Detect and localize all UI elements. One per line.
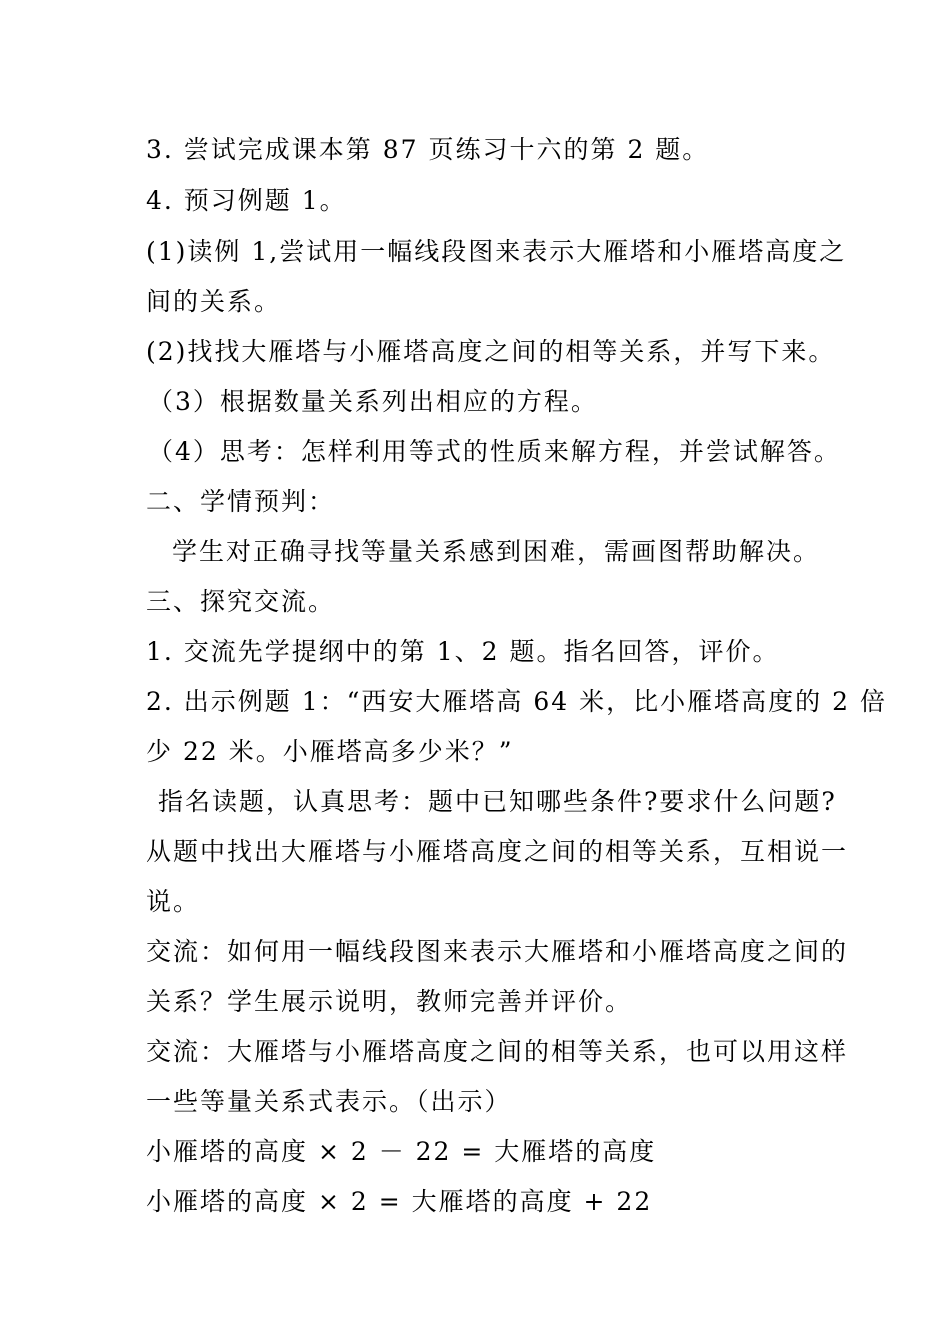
equation-line-2: 小雁塔的高度 × 2 = 大雁塔的高度 + 22 (146, 1187, 653, 1216)
text-line-exchange-relation-cont: 一些等量关系式表示。（出示） (146, 1087, 512, 1116)
text-line-prediction: 学生对正确寻找等量关系感到困难，需画图帮助解决。 (172, 537, 821, 566)
text-line-exchange-diagram-cont: 关系？学生展示说明，教师完善并评价。 (146, 987, 633, 1016)
text-line-example-1: 2. 出示例题 1：“西安大雁塔高 64 米，比小雁塔高度的 2 倍 (146, 687, 887, 716)
text-line-subitem-1-cont: 间的关系。 (146, 287, 282, 316)
text-line-find-relation-cont: 说。 (146, 887, 201, 916)
text-line-item-4: 4. 预习例题 1。 (146, 186, 347, 215)
equation-line-1: 小雁塔的高度 × 2 － 22 = 大雁塔的高度 (146, 1137, 657, 1166)
text-line-item-3: 3. 尝试完成课本第 87 页练习十六的第 2 题。 (146, 135, 710, 164)
text-line-subitem-2: (2)找找大雁塔与小雁塔高度之间的相等关系，并写下来。 (146, 337, 836, 366)
section-heading-2: 二、学情预判： (146, 487, 336, 516)
text-line-exchange-diagram: 交流：如何用一幅线段图来表示大雁塔和小雁塔高度之间的 (146, 937, 849, 966)
section-heading-3: 三、探究交流。 (146, 587, 336, 616)
text-line-read-question: 指名读题，认真思考：题中已知哪些条件?要求什么问题? (158, 787, 837, 816)
text-line-subitem-1: (1)读例 1,尝试用一幅线段图来表示大雁塔和小雁塔高度之 (146, 237, 847, 266)
text-line-find-relation: 从题中找出大雁塔与小雁塔高度之间的相等关系，互相说一 (146, 837, 849, 866)
text-line-exchange-relation: 交流：大雁塔与小雁塔高度之间的相等关系，也可以用这样 (146, 1037, 849, 1066)
text-line-subitem-3: （3）根据数量关系列出相应的方程。 (148, 387, 598, 416)
text-line-exchange-1: 1. 交流先学提纲中的第 1、2 题。指名回答，评价。 (146, 637, 780, 666)
text-line-subitem-4: （4）思考：怎样利用等式的性质来解方程，并尝试解答。 (148, 437, 841, 466)
text-line-example-1-cont: 少 22 米。小雁塔高多少米？” (146, 737, 514, 766)
